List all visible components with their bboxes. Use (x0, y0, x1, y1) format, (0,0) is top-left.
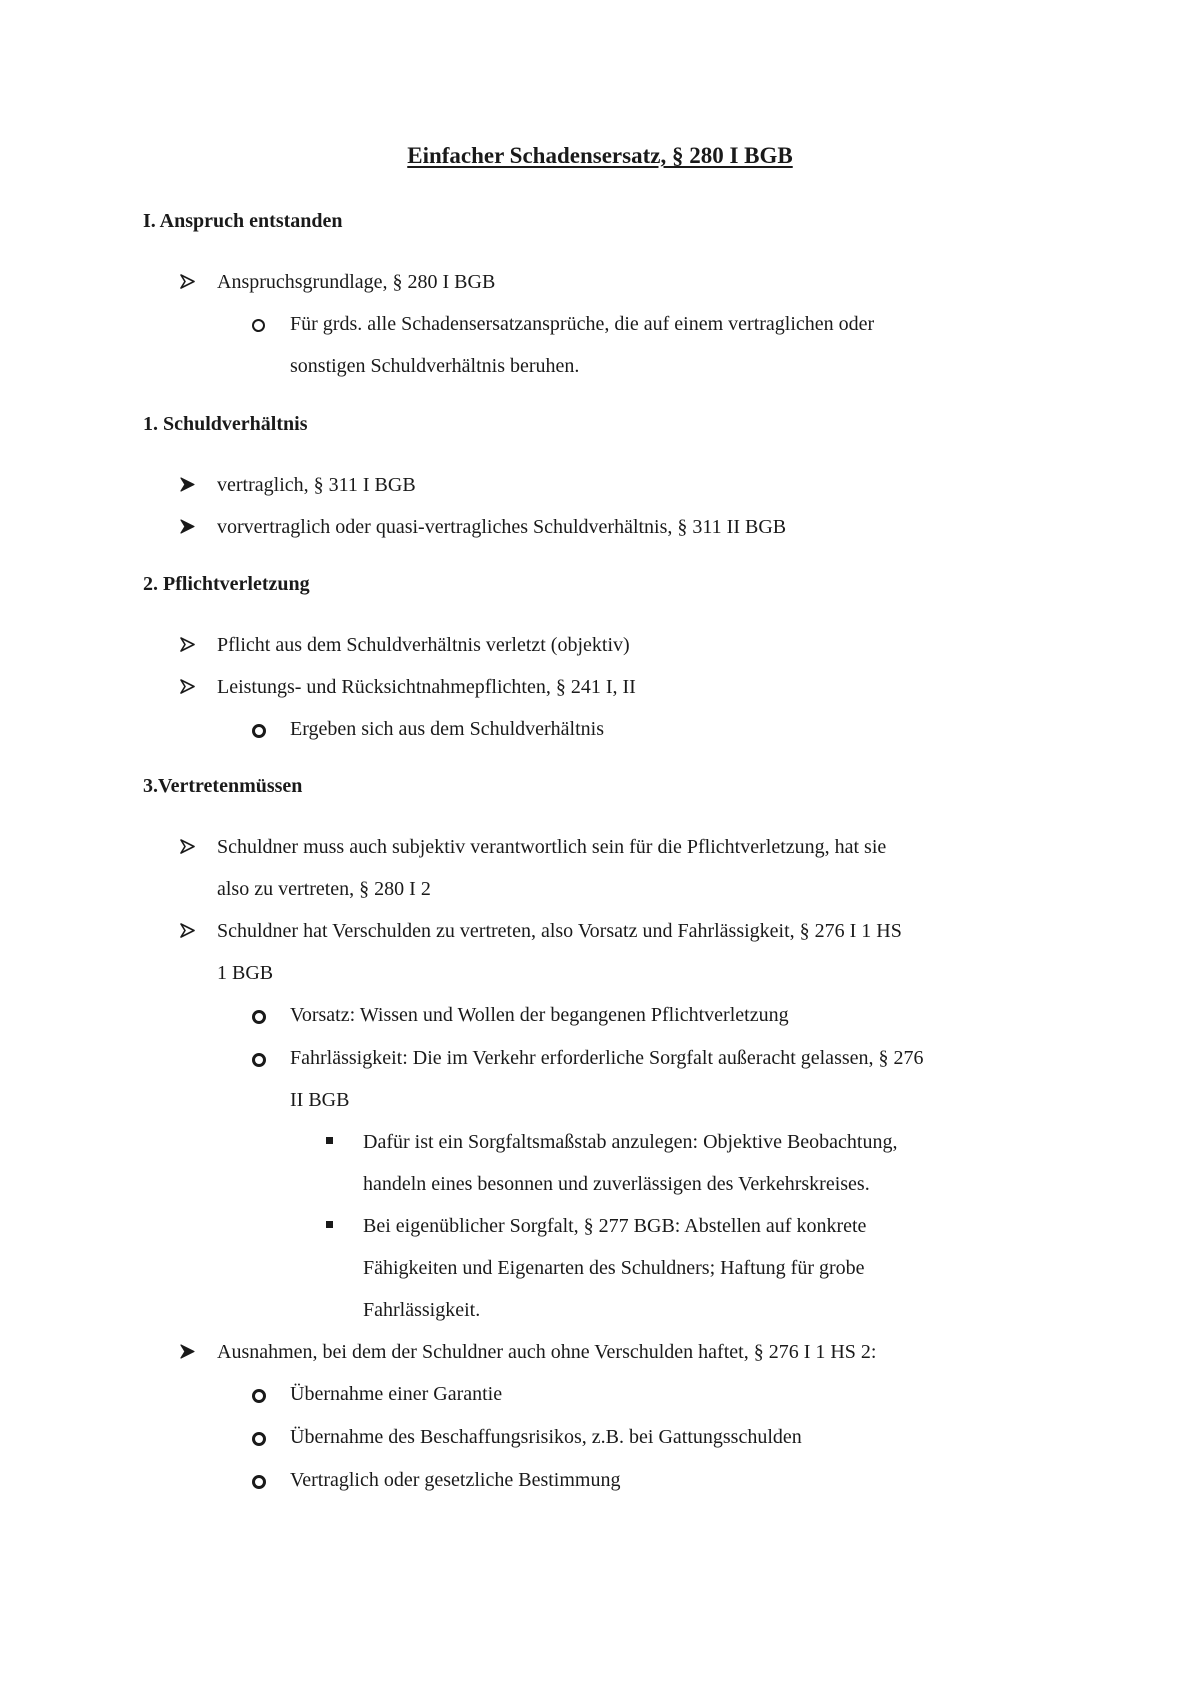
list-item: Schuldner muss auch subjektiv verantwortlich sein für die Pflichtverletzung, hat sie (217, 836, 887, 858)
arrow-bullet-icon (180, 261, 195, 289)
list-item: Übernahme einer Garantie (290, 1383, 503, 1405)
list-item: Anspruchsgrundlage, § 280 I BGB (217, 271, 496, 293)
arrow-bullet-icon (180, 910, 195, 938)
list-item-continuation: also zu vertreten, § 280 I 2 (217, 878, 431, 900)
circle-bullet-icon (252, 1459, 266, 1489)
list-item: Vorsatz: Wissen und Wollen der begangenen Pflichtverletzung (290, 1004, 789, 1026)
circle-bullet-icon (252, 1037, 266, 1067)
list-item: Übernahme des Beschaffungsrisikos, z.B. bei Gattungsschulden (290, 1426, 802, 1448)
list-item-continuation: sonstigen Schuldverhältnis beruhen. (290, 355, 580, 377)
list-item-continuation: 1 BGB (217, 962, 274, 984)
section-heading-vertretenmuessen: 3.Vertretenmüssen (143, 775, 303, 797)
page-title: Einfacher Schadensersatz, § 280 I BGB (407, 143, 793, 168)
list-item: Bei eigenüblicher Sorgfalt, § 277 BGB: Abstellen auf konkrete (363, 1215, 867, 1237)
section-heading-anspruch: I. Anspruch entstanden (143, 210, 343, 232)
list-item: Leistungs- und Rücksichtnahmepflichten, § 241 I, II (217, 676, 636, 698)
list-item-continuation: Fähigkeiten und Eigenarten des Schuldners; Haftung für grobe (363, 1257, 865, 1279)
list-item: Ergeben sich aus dem Schuldverhältnis (290, 718, 605, 740)
list-item: Schuldner hat Verschulden zu vertreten, also Vorsatz und Fahrlässigkeit, § 276 I 1 HS (217, 920, 902, 942)
arrow-bullet-icon (180, 666, 195, 694)
list-item: Vertraglich oder gesetzliche Bestimmung (290, 1469, 621, 1491)
list-item: vertraglich, § 311 I BGB (217, 474, 416, 496)
arrow-bullet-icon (180, 624, 195, 652)
arrow-bullet-icon (180, 1331, 195, 1359)
list-item-continuation: II BGB (290, 1089, 350, 1111)
circle-bullet-icon (252, 1416, 266, 1446)
list-item: Dafür ist ein Sorgfaltsmaßstab anzulegen: Objektive Beobachtung, (363, 1131, 898, 1153)
list-item: Fahrlässigkeit: Die im Verkehr erforderliche Sorgfalt außeracht gelassen, § 276 (290, 1047, 924, 1069)
list-item-continuation: handeln eines besonnen und zuverlässigen des Verkehrskreises. (363, 1173, 870, 1195)
circle-bullet-icon (252, 708, 266, 738)
circle-bullet-icon (252, 303, 265, 332)
square-bullet-icon (326, 1205, 333, 1228)
list-item-continuation: Fahrlässigkeit. (363, 1299, 481, 1321)
list-item: Ausnahmen, bei dem der Schuldner auch ohne Verschulden haftet, § 276 I 1 HS 2: (217, 1341, 877, 1363)
section-heading-schuldverhaeltnis: 1. Schuldverhältnis (143, 413, 308, 435)
list-item: vorvertraglich oder quasi-vertragliches Schuldverhältnis, § 311 II BGB (217, 516, 787, 538)
arrow-bullet-icon (180, 464, 195, 492)
arrow-bullet-icon (180, 826, 195, 854)
list-item: Für grds. alle Schadensersatzansprüche, die auf einem vertraglichen oder (290, 313, 875, 335)
section-heading-pflichtverletzung: 2. Pflichtverletzung (143, 573, 310, 595)
circle-bullet-icon (252, 994, 266, 1024)
circle-bullet-icon (252, 1373, 266, 1403)
square-bullet-icon (326, 1121, 333, 1144)
arrow-bullet-icon (180, 506, 195, 534)
list-item: Pflicht aus dem Schuldverhältnis verletzt (objektiv) (217, 634, 630, 656)
